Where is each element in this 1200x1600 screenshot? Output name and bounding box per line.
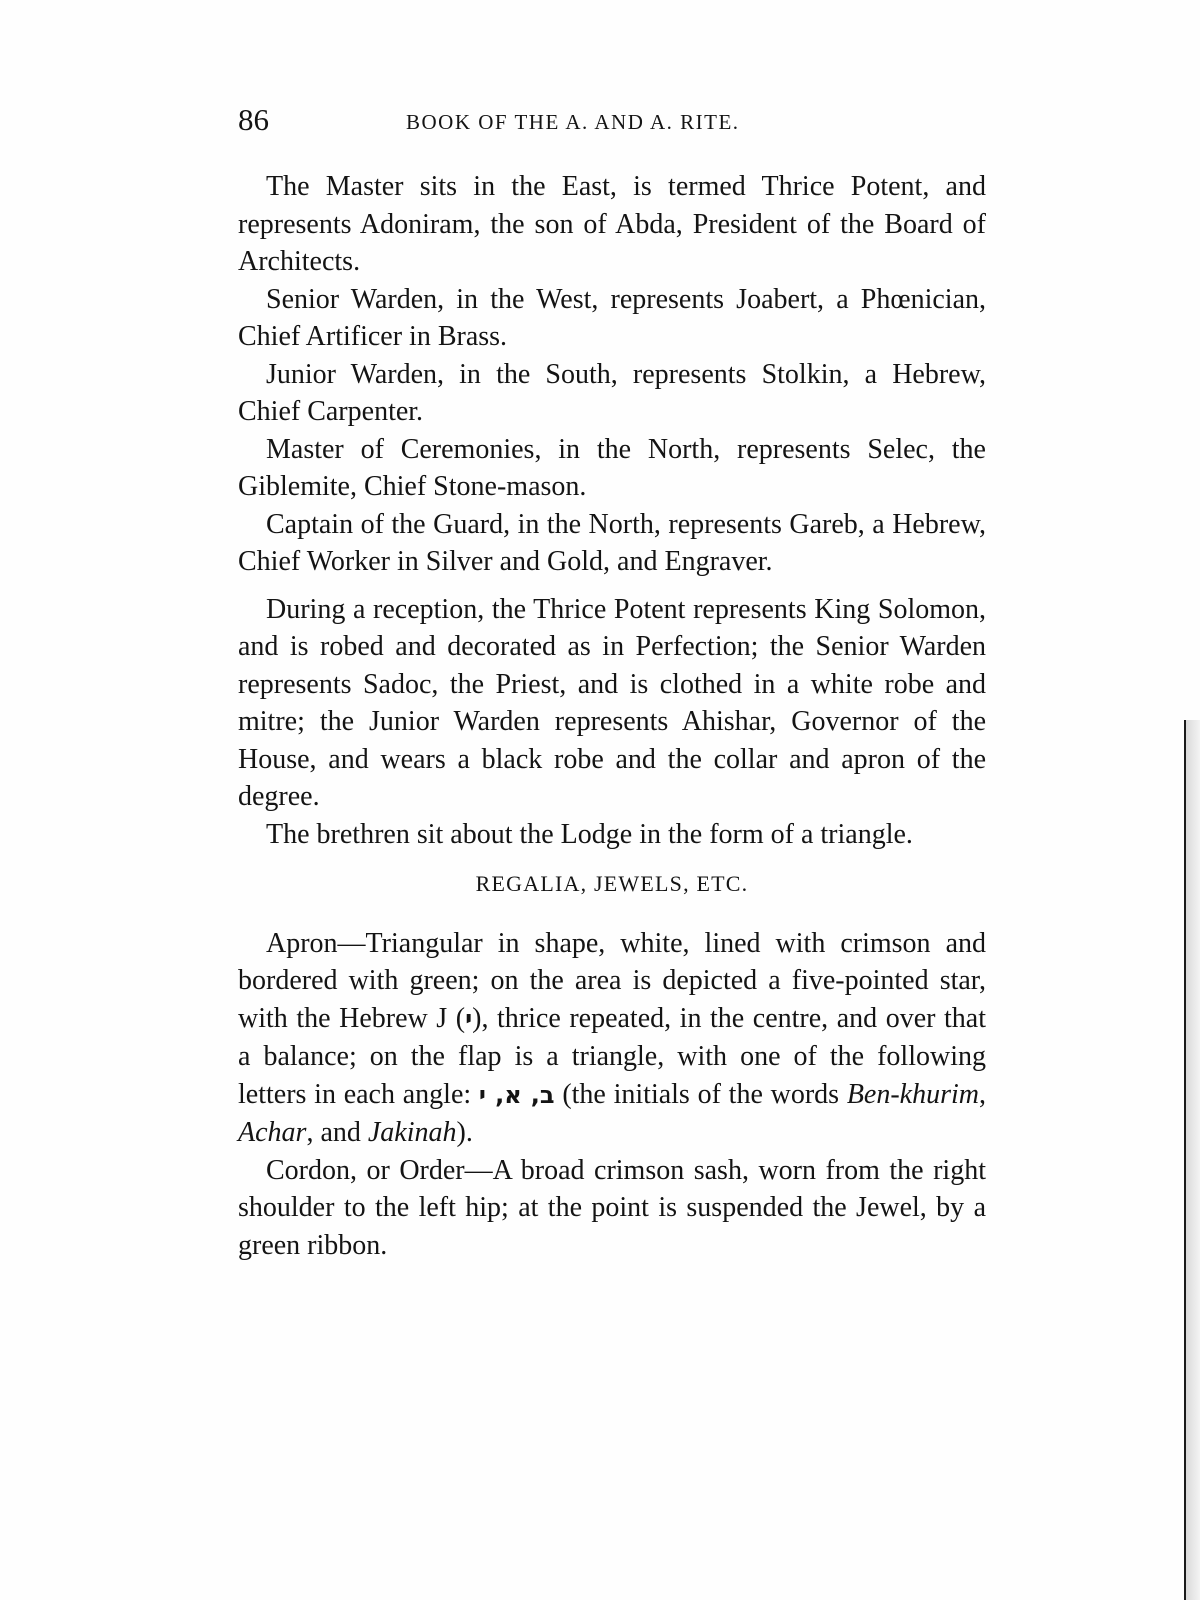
- running-head: BOOK OF THE A. AND A. RITE.: [406, 110, 740, 134]
- paragraph-master: The Master sits in the East, is termed Thrice Potent, and represents Adoniram, the son of Abda, President of the Board of Architects.: [238, 171, 986, 277]
- word-achar: Achar: [238, 1117, 307, 1148]
- page-header: [238, 100, 978, 144]
- paragraph-senior-warden: Senior Warden, in the West, represents Joabert, a Phœnician, Chief Artificer in Brass.: [238, 283, 986, 352]
- hebrew-letters: ב, א, י: [478, 1080, 555, 1109]
- word-jakinah: Jakinah: [367, 1117, 457, 1148]
- apron-separator-2: , and: [306, 1117, 368, 1148]
- hebrew-j: י: [465, 1004, 473, 1033]
- paragraph-cordon: Cordon, or Order—A broad crimson sash, worn from the right shoulder to the left hip; at the point is suspended the Jewel, by a green ribbon.: [238, 1154, 986, 1261]
- page-edge: [1184, 720, 1200, 1600]
- section-heading: REGALIA, JEWELS, ETC.: [475, 871, 749, 896]
- apron-text-4: ).: [456, 1117, 473, 1148]
- paragraph-reception: During a reception, the Thrice Potent represents King Solomon, and is robed and decorated as in Perfection; the Senior Warden represents Sadoc, the Priest, and is clothed in a white robe and mitre; the Junior Warden represents Ahishar, Governor of the House, and wears a black robe and the collar and apron of the degree.: [238, 593, 986, 812]
- paragraph-brethren: The brethren sit about the Lodge in the form of a triangle.: [266, 818, 913, 850]
- body-text: [238, 168, 986, 1264]
- apron-text-1: Apron—Triangular in shape, white, lined with crimson and bordered with green; on the area is depicted a five-pointed star, with the Hebrew J (: [238, 927, 986, 1034]
- paragraph-captain-of-guard: Captain of the Guard, in the North, represents Gareb, a Hebrew, Chief Worker in Silver and Gold, and Engraver.: [238, 508, 986, 577]
- word-ben-khurim: Ben-khurim: [846, 1078, 980, 1110]
- page-number: 86: [238, 102, 269, 137]
- apron-separator-1: ,: [979, 1078, 987, 1110]
- paragraph-junior-warden: Junior Warden, in the South, represents Stolkin, a Hebrew, Chief Carpenter.: [238, 358, 986, 427]
- paragraph-master-of-ceremonies: Master of Ceremonies, in the North, represents Selec, the Giblemite, Chief Stone-mason.: [238, 433, 986, 502]
- paragraph-apron: [238, 925, 986, 1152]
- paragraph-gap: [238, 581, 986, 591]
- apron-text-3: (the initials of the words: [554, 1078, 847, 1110]
- apron-text-2: ), thrice repeated, in the centre, and over that a balance; on the flap is a triangle, with one of the following letters in each angle:: [238, 1002, 987, 1110]
